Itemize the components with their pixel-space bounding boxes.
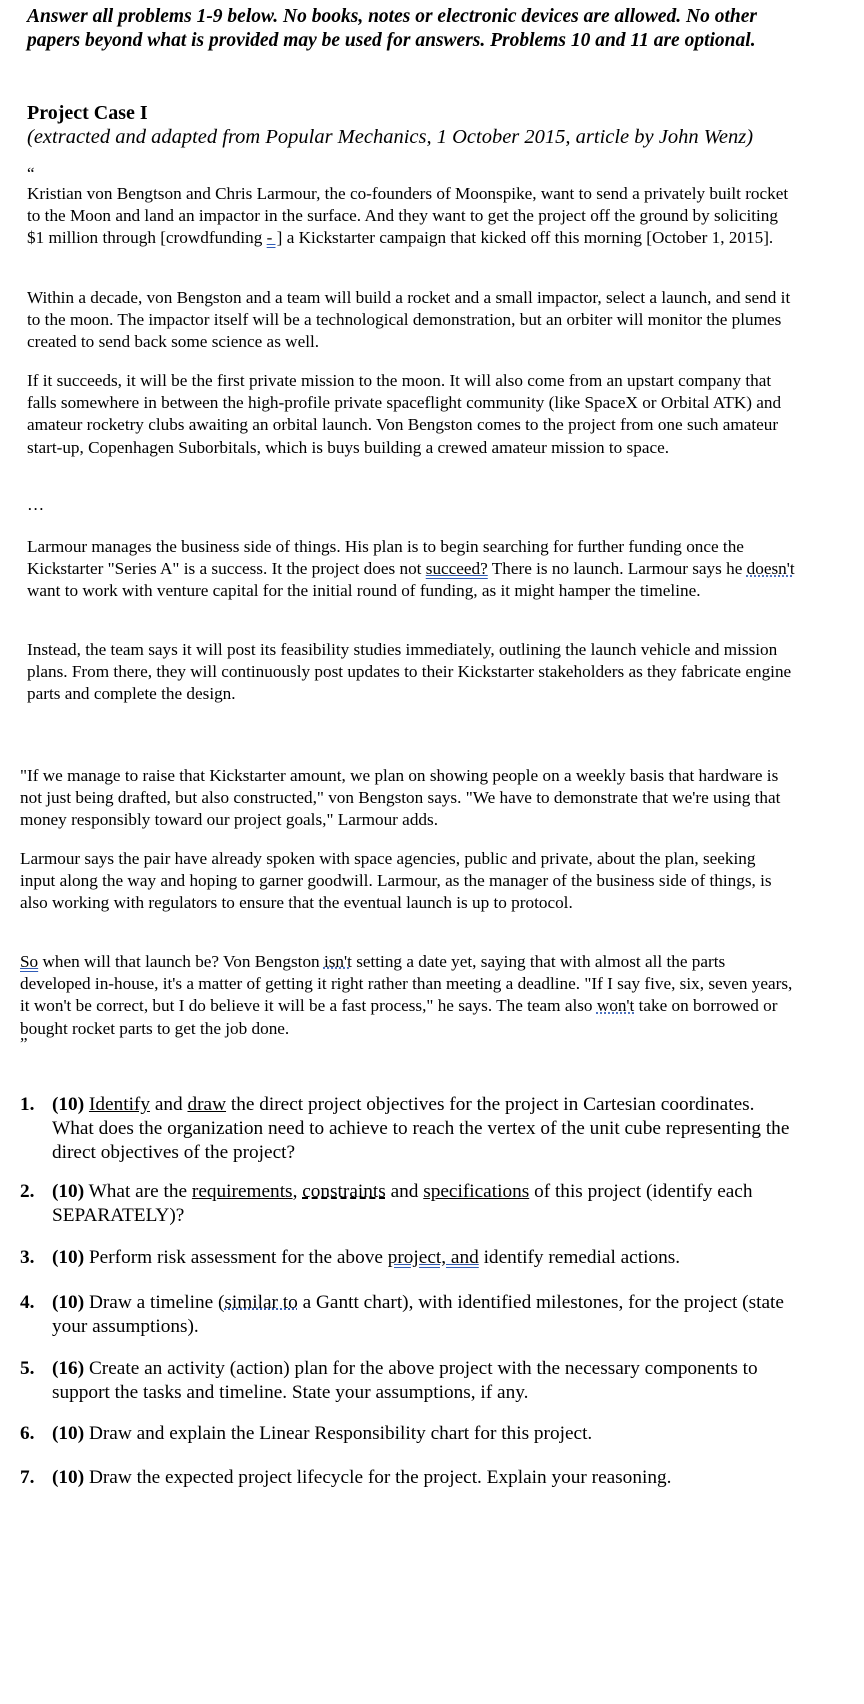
question-text bbox=[52, 1291, 800, 1339]
question-number: 1. bbox=[20, 1094, 35, 1115]
question-points: (10) bbox=[52, 1094, 85, 1115]
article-paragraph-6: "If we manage to raise that Kickstarter amount, we plan on showing people on a weekly basis that hardware is not just being drafted, but also constructed," von Bengston says. "We have to demonstrate that we're using that money responsibly toward our project goals," Larmour adds. bbox=[20, 766, 781, 830]
question-text bbox=[52, 1093, 800, 1165]
question-part: specifications bbox=[423, 1181, 530, 1202]
exam-instructions: Answer all problems 1-9 below. No books, notes or electronic devices are allowed. No other papers beyond what is provided may be used for answers. Problems 10 and 11 are optional. bbox=[27, 6, 757, 51]
question-part: , bbox=[292, 1181, 303, 1202]
article-text: Larmour manages the business side of things. His plan is to begin searching for further funding once the Kickstarter "Series A" is a success. It the project does not bbox=[27, 537, 744, 579]
question-number: 6. bbox=[20, 1423, 35, 1444]
question-part: a Gantt chart), with identified milestones, for the project (state your assumptions). bbox=[52, 1292, 784, 1337]
case-source: (extracted and adapted from Popular Mechanics, 1 October 2015, article by John Wenz) bbox=[27, 126, 754, 148]
article-ellipsis: … bbox=[27, 495, 45, 514]
question-part: Draw and explain the Linear Responsibility chart for this project. bbox=[84, 1423, 593, 1444]
question-number: 5. bbox=[20, 1358, 35, 1379]
question-number: 3. bbox=[20, 1247, 35, 1268]
article-paragraph-7: Larmour says the pair have already spoken with space agencies, public and private, about the plan, seeking input along the way and hoping to garner goodwill. Larmour, as the manager of the business side of things, is also working with regulators to ensure that the eventual launch is up to protocol. bbox=[20, 849, 772, 913]
article-text: when will that launch be? Von Bengston bbox=[38, 952, 324, 971]
question-text bbox=[52, 1422, 800, 1446]
question-part: and bbox=[385, 1181, 424, 1202]
article-paragraph-4 bbox=[27, 536, 795, 603]
article-text: There is no launch. Larmour says he bbox=[487, 559, 747, 579]
question-item bbox=[20, 1466, 800, 1490]
closing-quote-mark: ” bbox=[20, 1034, 28, 1053]
question-part: and bbox=[150, 1094, 188, 1115]
case-title: Project Case I bbox=[27, 102, 148, 124]
article-paragraph-1 bbox=[27, 183, 795, 250]
article-paragraph-2: Within a decade, von Bengston and a team will build a rocket and a small impactor, select a launch, and send it to the moon. The impactor itself will be a technological demonstration, but an orbiter will monitor the plumes created to send back some science as well. bbox=[27, 288, 791, 352]
article-flagged-text: - ] bbox=[266, 228, 283, 248]
question-points: (16) bbox=[52, 1358, 85, 1379]
question-item bbox=[20, 1246, 800, 1270]
question-item bbox=[20, 1422, 800, 1446]
article-text: setting a date yet, saying that with almost all the parts developed in-house, it's a matter of getting it right rather than meeting a deadline. "If I say five, six, seven years, it won't be correct, but I do believe it will be a fast process," he says. The team also bbox=[20, 952, 793, 1016]
question-part: Draw the expected project lifecycle for the project. Explain your reasoning. bbox=[84, 1467, 672, 1488]
question-item bbox=[20, 1180, 800, 1228]
question-part: of this project (identify each SEPARATELY)? bbox=[52, 1181, 753, 1226]
question-text bbox=[52, 1466, 800, 1490]
article-paragraph-5: Instead, the team says it will post its feasibility studies immediately, outlining the launch vehicle and mission plans. From there, they will continuously post updates to their Kickstarter stakeholders as they fabricate engine parts and complete the design. bbox=[27, 640, 792, 704]
question-part: Identify bbox=[88, 1094, 150, 1115]
question-part: What are the bbox=[84, 1181, 192, 1202]
question-item bbox=[20, 1291, 800, 1339]
article-paragraph-3: If it succeeds, it will be the first private mission to the moon. It will also come from an upstart company that falls somewhere in between the high-profile private spaceflight community (like SpaceX or Orbital ATK) and amateur rocketry clubs awaiting an orbital launch. Von Bengston comes to the project from one such amateur start-up, Copenhagen Suborbitals, which is buys building a crewed amateur mission to space. bbox=[27, 371, 782, 457]
question-text bbox=[52, 1246, 800, 1270]
question-part: draw bbox=[187, 1094, 227, 1115]
article-flagged-text: succeed? bbox=[425, 559, 488, 579]
article-text: take on borrowed or bought rocket parts to get the job done. bbox=[20, 996, 778, 1038]
question-points: (10) bbox=[52, 1247, 85, 1268]
article-text: Kristian von Bengtson and Chris Larmour, the co-founders of Moonspike, want to send a privately built rocket to the Moon and land an impactor in the surface. And they want to get the project off the ground by soliciting $1 million through [crowdfunding bbox=[27, 184, 789, 248]
article-flagged-text: doesn't bbox=[746, 559, 795, 579]
question-item bbox=[20, 1093, 800, 1165]
question-number: 7. bbox=[20, 1467, 35, 1488]
question-part: Draw a timeline ( bbox=[84, 1292, 225, 1313]
question-part: project, and bbox=[387, 1247, 479, 1268]
question-points: (10) bbox=[52, 1292, 85, 1313]
article-flagged-text: So bbox=[20, 952, 39, 971]
question-item bbox=[20, 1357, 800, 1405]
question-points: (10) bbox=[52, 1423, 85, 1444]
opening-quote-mark: “ bbox=[27, 164, 35, 183]
question-points: (10) bbox=[52, 1467, 85, 1488]
question-part: constraints bbox=[302, 1181, 386, 1202]
question-text bbox=[52, 1357, 800, 1405]
question-part: Create an activity (action) plan for the above project with the necessary components to support the tasks and timeline. State your assumptions, if any. bbox=[52, 1358, 758, 1403]
article-paragraph-8 bbox=[20, 951, 795, 1040]
question-points: (10) bbox=[52, 1181, 85, 1202]
question-text bbox=[52, 1180, 800, 1228]
question-part: similar to bbox=[224, 1292, 298, 1313]
question-number: 2. bbox=[20, 1181, 35, 1202]
question-number: 4. bbox=[20, 1292, 35, 1313]
article-text: a Kickstarter campaign that kicked off this morning [October 1, 2015]. bbox=[282, 228, 774, 248]
question-part: Perform risk assessment for the above bbox=[84, 1247, 388, 1268]
question-part: requirements bbox=[191, 1181, 293, 1202]
article-text: want to work with venture capital for the initial round of funding, as it might hamper the timeline. bbox=[27, 581, 701, 601]
article-flagged-text: isn't bbox=[323, 952, 352, 971]
question-part: identify remedial actions. bbox=[478, 1247, 681, 1268]
question-part: the direct project objectives for the project in Cartesian coordinates. What does the organization need to achieve to reach the vertex of the unit cube representing the direct objectives of the project? bbox=[52, 1094, 790, 1163]
article-flagged-text: won't bbox=[596, 996, 635, 1016]
